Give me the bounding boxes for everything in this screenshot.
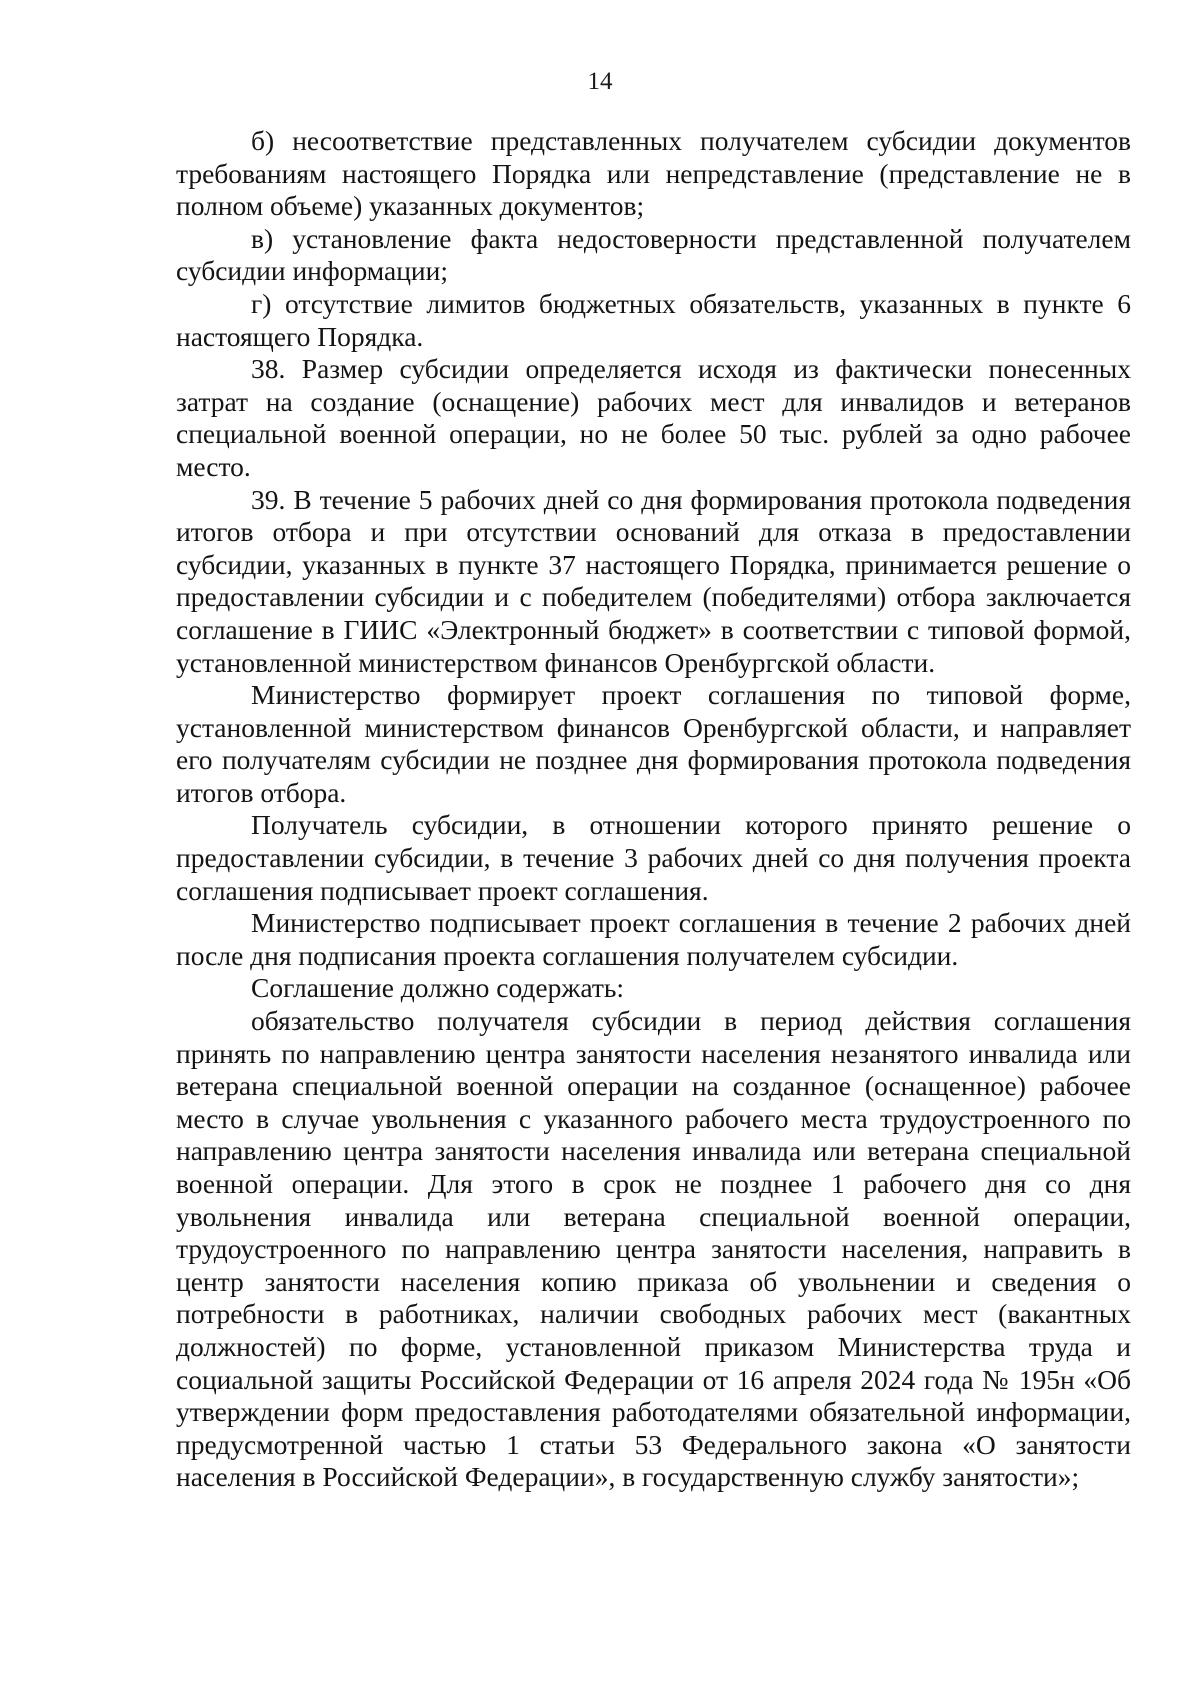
paragraph-recipient-obligation: обязательство получателя субсидии в период действия соглашения принять по направлению центра занятости населения незанятого инвалида или ветерана специальной военной операции на созданное (оснащенное) рабочее место в случае увольнения с указанного рабочего места трудоустроенного по направлению центра занятости населения инвалида или ветерана специальной военной операции. Для этого в срок не позднее 1 рабочего дня со дня увольнения инвалида или ветерана специальной военной операции, трудоустроенного по направлению центра занятости населения, направить в центр занятости населения копию приказа об увольнении и сведения о потребности в работниках, наличии свободных рабочих мест (вакантных должностей) по форме, установленной приказом Министерства труда и социальной защиты Российской Федерации от 16 апреля 2024 года № 195н «Об утверждении форм предоставления работодателями обязательной информации, предусмотренной частью 1 статьи 53 Федерального закона «О занятости населения в Российской Федерации», в государственную службу занятости»; bbox=[176, 1005, 1131, 1493]
paragraph-agreement-contents: Соглашение должно содержать: bbox=[251, 972, 625, 1004]
paragraph-item-b: б) несоответствие представленных получателем субсидии документов требованиям настоящего Порядка или непредставление (представление не в полном объеме) указанных документов; bbox=[176, 125, 1131, 222]
paragraph-ministry-draft: Министерство формирует проект соглашения по типовой форме, установленной министерством финансов Оренбургской области, и направляет его получателям субсидии не позднее дня формирования протокола подведения итогов отбора. bbox=[176, 679, 1131, 808]
document-body bbox=[176, 125, 1131, 1494]
paragraph-ministry-signs: Министерство подписывает проект соглашения в течение 2 рабочих дней после дня подписания проекта соглашения получателем субсидии. bbox=[176, 907, 1131, 971]
paragraph-recipient-signs: Получатель субсидии, в отношении которого принято решение о предоставлении субсидии, в течение 3 рабочих дней со дня получения проекта соглашения подписывает проект соглашения. bbox=[176, 809, 1131, 906]
paragraph-item-v: в) установление факта недостоверности представленной получателем субсидии информации; bbox=[176, 222, 1131, 287]
paragraph-clause-38: 38. Размер субсидии определяется исходя из фактически понесенных затрат на создание (оснащение) рабочих мест для инвалидов и ветеранов специальной военной операции, но не более 50 тыс. рублей за одно рабочее место. bbox=[176, 353, 1131, 482]
page-number: 14 bbox=[587, 68, 613, 95]
paragraph-clause-39: 39. В течение 5 рабочих дней со дня формирования протокола подведения итогов отбора и при отсутствии оснований для отказа в предоставлении субсидии, указанных в пункте 37 настоящего Порядка, принимается решение о предоставлении субсидии и с победителем (победителями) отбора заключается соглашение в ГИИС «Электронный бюджет» в соответствии с типовой формой, установленной министерством финансов Оренбургской области. bbox=[176, 483, 1131, 678]
paragraph-item-g: г) отсутствие лимитов бюджетных обязательств, указанных в пункте 6 настоящего Порядка. bbox=[176, 287, 1131, 352]
